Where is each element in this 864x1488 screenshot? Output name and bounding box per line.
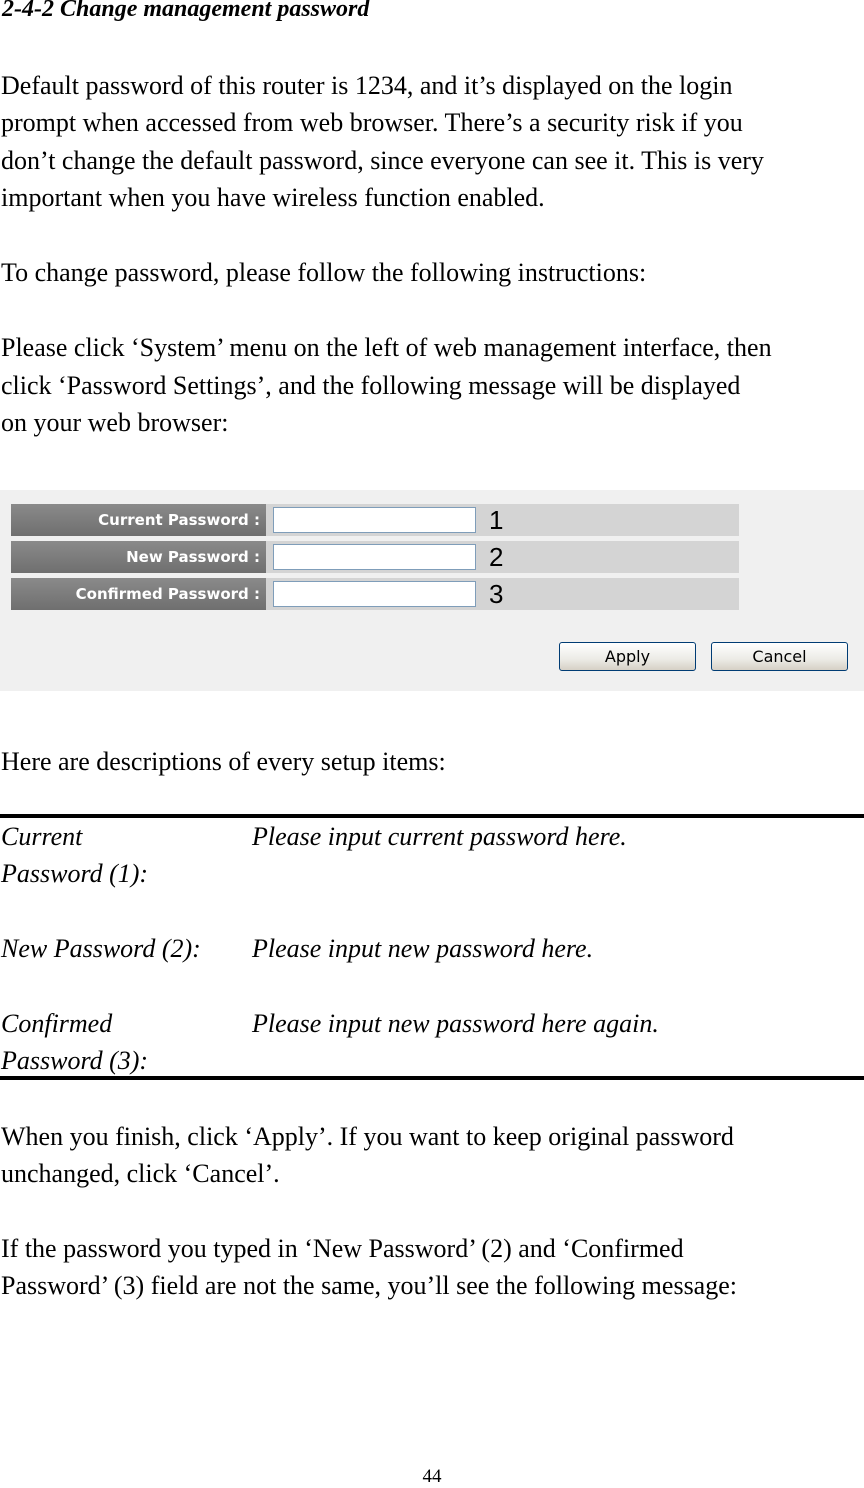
apply-button[interactable]: Apply [559,642,696,671]
table-description: Please input current password here. [252,822,627,851]
new-password-label: New Password : [11,541,266,573]
callout-number: 2 [489,542,504,572]
current-password-input[interactable] [273,507,476,533]
paragraph-line: unchanged, click ‘Cancel’. [1,1159,280,1188]
cancel-button[interactable]: Cancel [711,642,848,671]
table-description: Please input new password here. [252,934,594,963]
paragraph-line: Please click ‘System’ menu on the left of web management interface, then [1,333,772,362]
paragraph-line: click ‘Password Settings’, and the following message will be displayed [1,371,741,400]
table-description: Please input new password here again. [252,1009,659,1038]
paragraph-line: If the password you typed in ‘New Password’ (2) and ‘Confirmed [1,1234,684,1263]
confirmed-password-row [11,578,739,610]
confirmed-password-label: Confirmed Password : [11,578,266,610]
page-number: 44 [422,1466,442,1487]
table-term: Confirmed [1,1009,113,1038]
paragraph-line: prompt when accessed from web browser. There’s a security risk if you [1,108,743,137]
paragraph-line: Password’ (3) field are not the same, you’ll see the following message: [1,1271,737,1300]
paragraph-line: important when you have wireless function enabled. [1,183,545,212]
table-bottom-rule [0,1076,864,1080]
table-term: Password (3): [1,1046,149,1075]
paragraph-line: don’t change the default password, since everyone can see it. This is very [1,146,764,175]
table-term: New Password (2): [1,934,201,963]
paragraph-line: Default password of this router is 1234, and it’s displayed on the login [1,71,733,100]
paragraph-line: When you finish, click ‘Apply’. If you want to keep original password [1,1122,734,1151]
new-password-row [11,541,739,573]
table-term: Current [1,822,83,851]
table-term: Password (1): [1,859,149,888]
section-heading: 2-4-2 Change management password [2,0,370,22]
callout-number: 1 [489,505,504,535]
paragraph-line: Here are descriptions of every setup items: [1,747,446,776]
current-password-label: Current Password : [11,504,266,536]
current-password-row [11,504,739,536]
paragraph-line: on your web browser: [1,408,229,437]
paragraph-line: To change password, please follow the following instructions: [1,258,647,287]
confirmed-password-input[interactable] [273,581,476,607]
callout-number: 3 [489,579,504,609]
new-password-input[interactable] [273,544,476,570]
